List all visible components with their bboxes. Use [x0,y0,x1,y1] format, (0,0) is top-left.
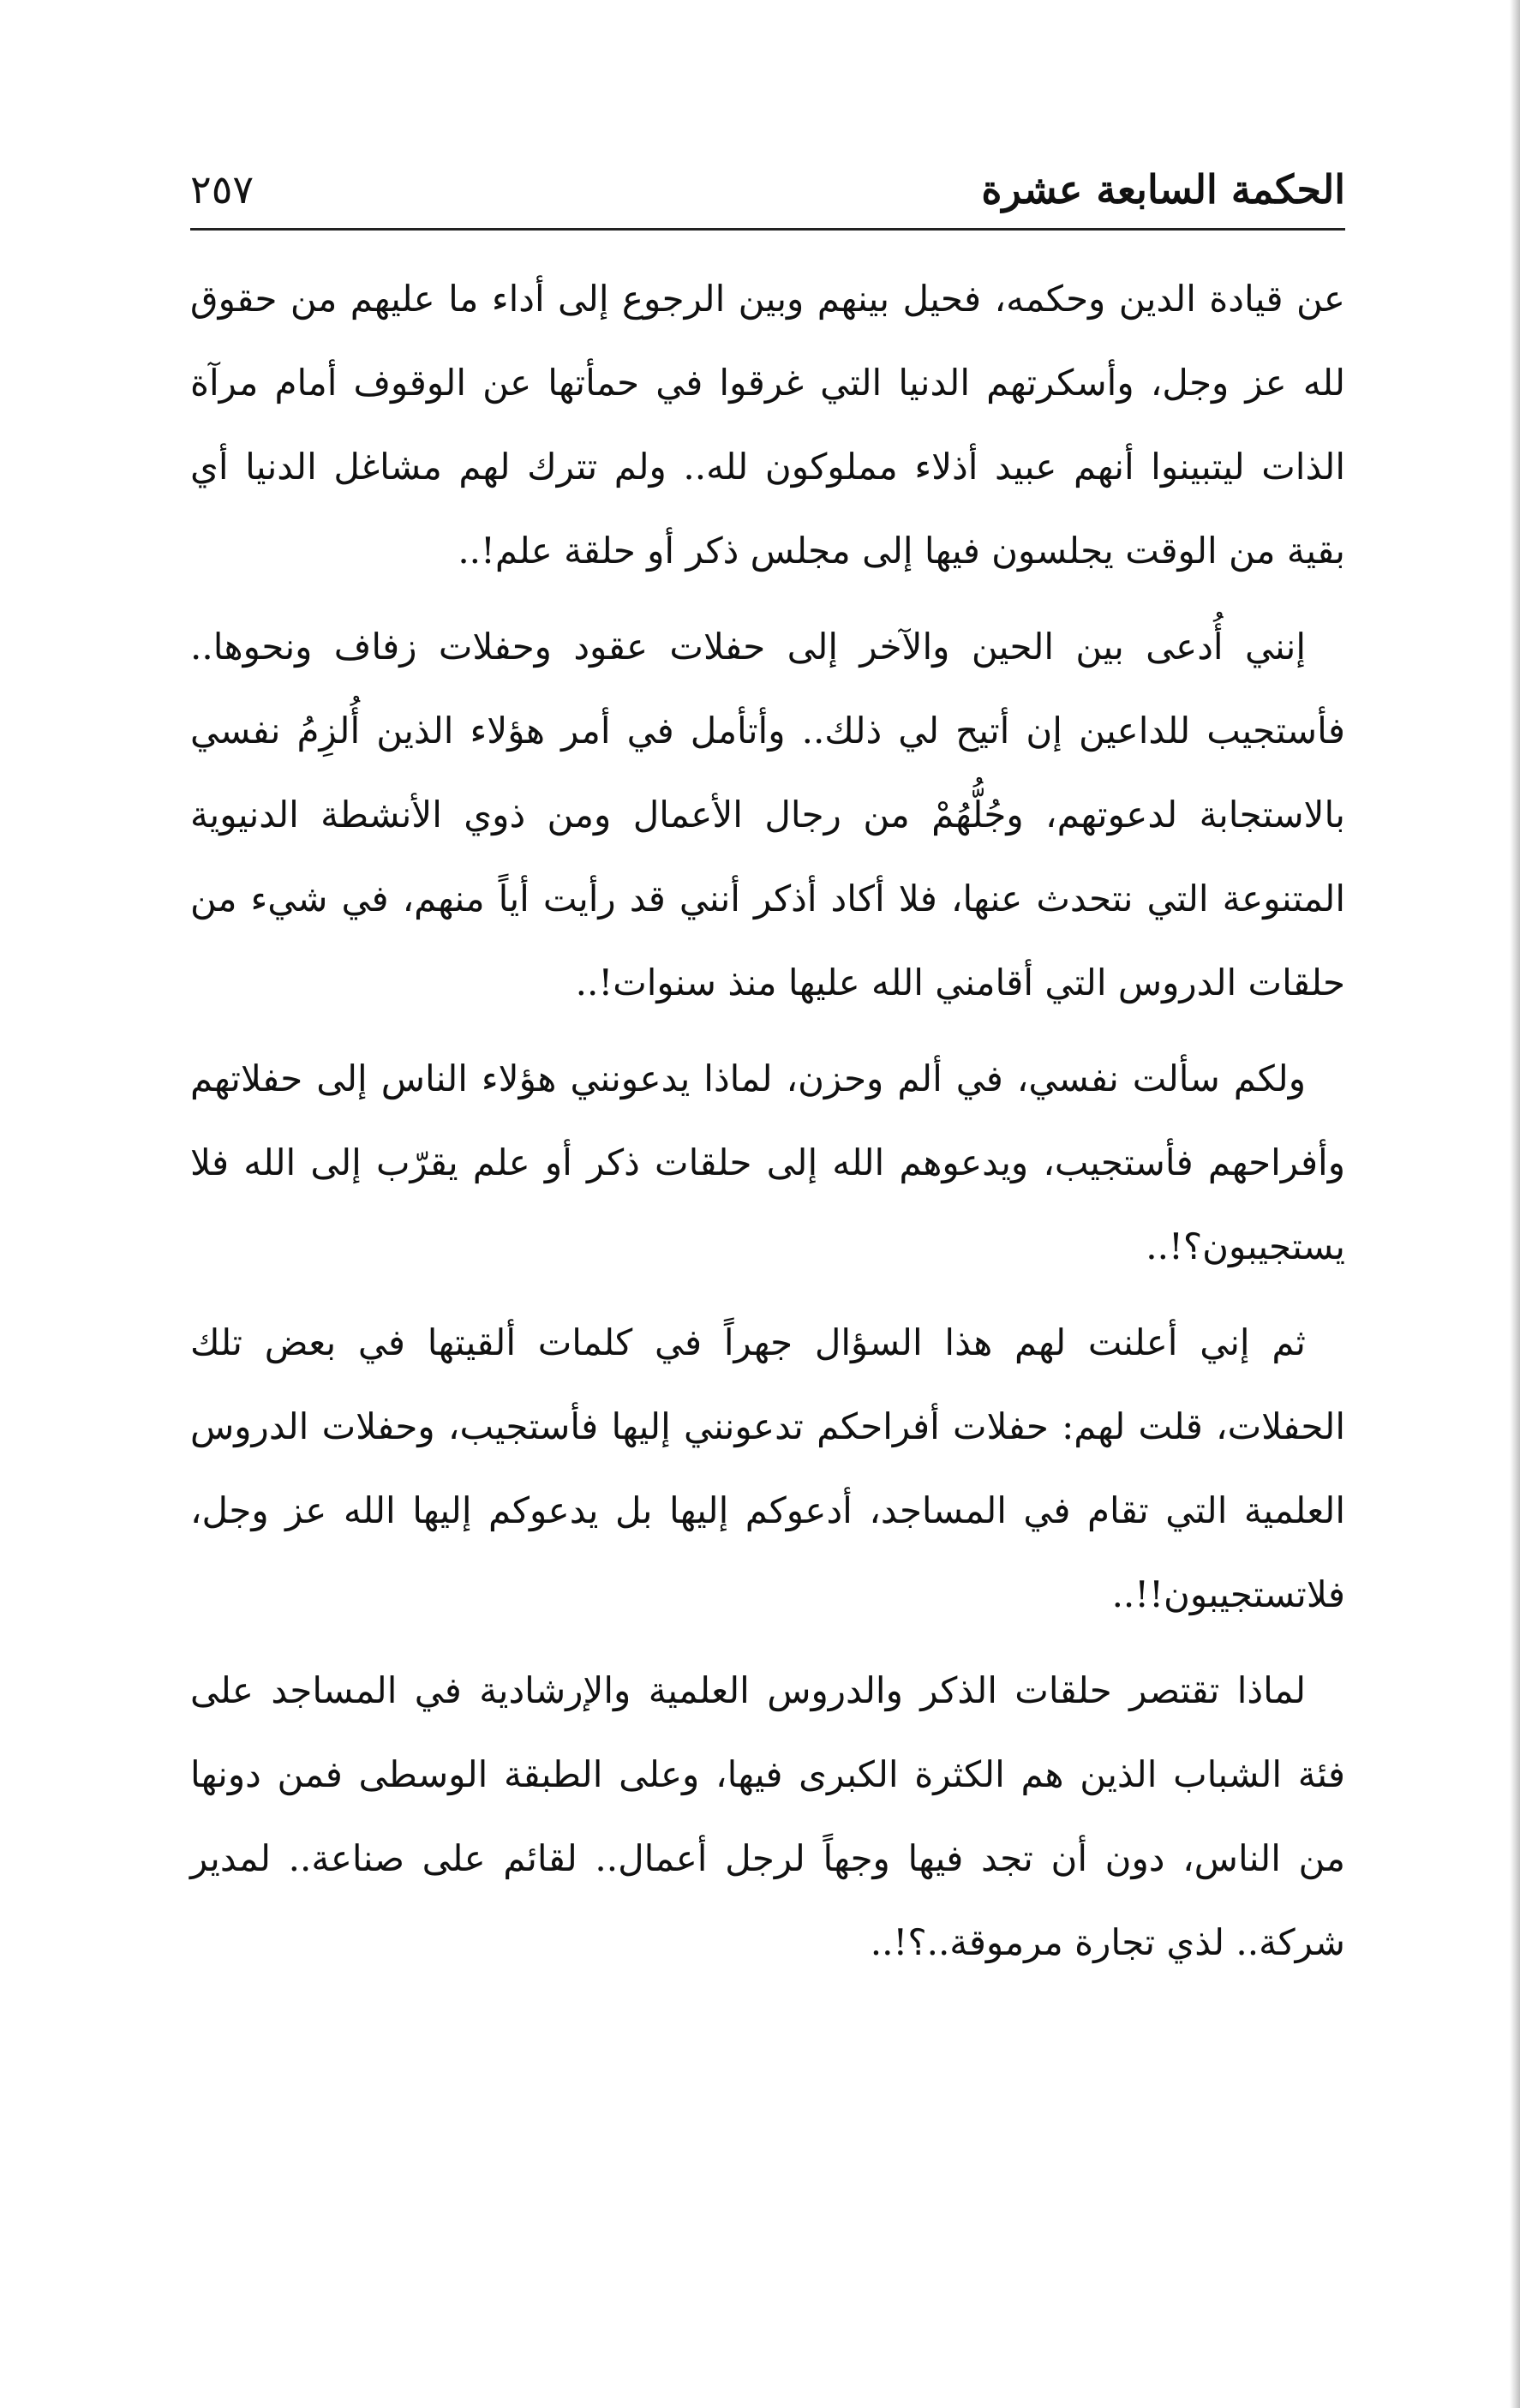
body-text [190,257,1345,1997]
page-number: ٢٥٧ [190,166,254,213]
page-edge-shadow [1510,0,1520,2408]
header-divider [190,228,1345,231]
paragraph-2: إنني أُدعى بين الحين والآخر إلى حفلات عقود وحفلات زفاف ونحوها.. فأستجيب للداعين إن أتيح لي ذلك.. وأتأمل في أمر هؤلاء الذين أُلزِمُ نفسي بالاستجابة لدعوتهم، وجُلُّهُمْ من رجال الأعمال ومن ذوي الأنشطة الدنيوية المتنوعة التي نتحدث عنها، فلا أكاد أذكر أنني قد رأيت أياً منهم، في شيء من حلقات الدروس التي أقامني الله عليها منذ سنوات!.. [190,626,1345,1003]
paragraph-4: ثم إني أعلنت لهم هذا السؤال جهراً في كلمات ألقيتها في بعض تلك الحفلات، قلت لهم: حفلات أفراحكم تدعونني إليها فأستجيب، وحفلات الدروس العلمية التي تقام في المساجد، أدعوكم إليها بل يدعوكم إليها الله عز وجل، فلاتستجيبون!!.. [190,1321,1345,1615]
paragraph-1: عن قيادة الدين وحكمه، فحيل بينهم وبين الرجوع إلى أداء ما عليهم من حقوق لله عز وجل، وأسكرتهم الدنيا التي غرقوا في حمأتها عن الوقوف أمام مرآة الذات ليتبينوا أنهم عبيد أذلاء مملوكون لله.. ولم تترك لهم مشاغل الدنيا أي بقية من الوقت يجلسون فيها إلى مجلس ذكر أو حلقة علم!.. [190,278,1345,572]
running-header [190,154,1345,240]
paragraph-5: لماذا تقتصر حلقات الذكر والدروس العلمية والإرشادية في المساجد على فئة الشباب الذين هم الكثرة الكبرى فيها، وعلى الطبقة الوسطى فمن دونها من الناس، دون أن تجد فيها وجهاً لرجل أعمال.. لقائم على صناعة.. لمدير شركة.. لذي تجارة مرموقة..؟!.. [190,1669,1345,1963]
chapter-title: الحكمة السابعة عشرة [981,166,1345,213]
paragraph-3: ولكم سألت نفسي، في ألم وحزن، لماذا يدعونني هؤلاء الناس إلى حفلاتهم وأفراحهم فأستجيب، ويدعوهم الله إلى حلقات ذكر أو علم يقرّب إلى الله فلا يستجيبون؟!.. [190,1057,1345,1267]
